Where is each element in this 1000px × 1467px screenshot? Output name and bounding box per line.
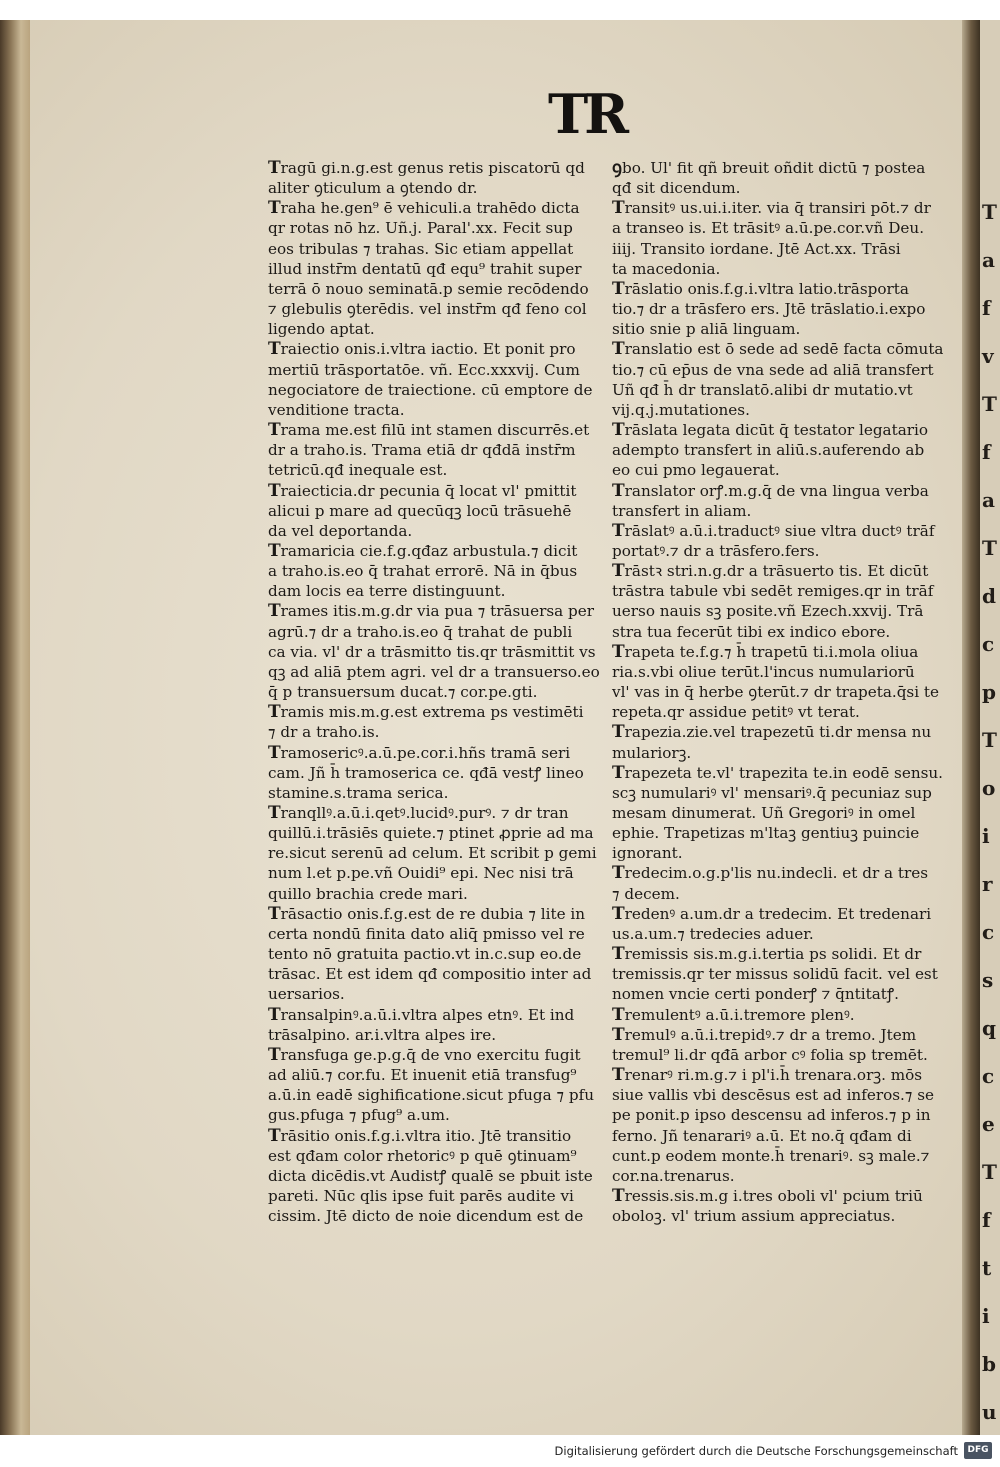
text-line — [612, 520, 935, 541]
right-column-entry — [612, 1186, 930, 1226]
text-line: quillo brachia crede mari. — [268, 884, 468, 903]
text-line — [612, 722, 930, 742]
line-rest: redecim.o.g.p'lis nu.indecli. et dr a tres — [624, 864, 929, 883]
text-line: mesam dinumerat. Uñ Gregoriꝰ in omel — [612, 804, 916, 822]
facing-page-glyph: f — [982, 440, 991, 464]
line-rest: rama me.est filū int stamen discurrēs.et — [280, 421, 590, 440]
text-line: tento nō gratuita pactio.vt in.c.sup eo.de — [268, 945, 582, 964]
initial-letter: T — [612, 762, 625, 783]
text-line: iiij. Transito iordane. Jtē Act.xx. Trāsi — [612, 239, 901, 258]
right-column-entry — [612, 420, 930, 480]
initial-letter: T — [268, 1004, 281, 1025]
initial-letter: T — [612, 1065, 625, 1086]
text-line: vl' vas in q̄ herbe ꝯterūt.⁊ dr trapeta.q̄si te — [612, 683, 939, 702]
initial-letter: T — [612, 198, 625, 219]
left-column-entry — [268, 903, 592, 1005]
text-line: venditione tracta. — [268, 400, 405, 419]
text-line: ignorant. — [612, 844, 683, 863]
text-line — [268, 1005, 588, 1025]
text-line: ⁊ decem. — [612, 884, 680, 903]
text-line: qđ sit dicendum. — [612, 179, 741, 198]
text-line: da vel deportanda. — [268, 521, 413, 540]
text-line: ⁊ glebulis ꝯterēdis. vel instr̄m qđ feno col — [268, 300, 587, 319]
text-line: trāstra tabule vbi sedēt remiges.qr in trāf — [612, 582, 934, 601]
text-line: mulariorꝫ. — [612, 743, 692, 762]
facing-page-glyph: T — [982, 728, 997, 752]
text-line: negociatore de traiectione. cū emptore de — [268, 380, 593, 399]
right-column — [612, 158, 944, 1226]
line-rest: rāsitio onis.f.g.i.vltra itio. Jtē transitio — [280, 1126, 572, 1145]
text-line: dicta dicēdis.vt Audistꝭ qualē se pbuit iste — [268, 1166, 593, 1185]
text-line: a transeo is. Et trāsitꝰ a.ū.pe.cor.vñ Deu. — [612, 219, 925, 238]
initial-letter: T — [612, 520, 625, 541]
text-line — [612, 642, 930, 662]
left-column-entry — [268, 420, 588, 480]
line-rest: renarꝰ ri.m.g.⁊ i pl'i.h̄ trenara.orꝫ. mōs — [624, 1066, 923, 1085]
initial-letter: T — [268, 702, 281, 723]
line-rest: ressis.sis.m.g i.tres oboli vl' pcium triū — [624, 1186, 923, 1205]
text-line — [612, 561, 930, 581]
line-rest: rapezia.zie.vel trapezetū ti.dr mensa nu — [624, 723, 932, 742]
initial-letter: T — [268, 903, 281, 924]
line-rest: ramaricia cie.f.g.qđaz arbustula.⁊ dicit — [280, 541, 578, 560]
text-line: trāsalpino. ar.i.vltra alpes ire. — [268, 1025, 497, 1044]
line-rest: remulentꝰ a.ū.i.tremore plenꝰ. — [624, 1005, 855, 1024]
text-line: adempto transfert in aliū.s.auferendo ab — [612, 441, 925, 460]
text-line: sitio snie p aliā linguam. — [612, 320, 801, 339]
right-column-entry — [612, 339, 944, 420]
left-column — [268, 158, 600, 1226]
facing-page-glyph: a — [982, 248, 995, 272]
text-line: scꝫ numulariꝰ vl' mensariꝰ.q̄ pecuniaz sup — [612, 783, 932, 802]
initial-letter: T — [268, 540, 281, 561]
initial-letter: T — [268, 1044, 281, 1065]
text-line: stra tua fecerūt tibi ex indico ebore. — [612, 622, 891, 641]
initial-letter: T — [612, 278, 625, 299]
left-column-entry — [268, 481, 588, 541]
text-line: pareti. Nūc qlis ipse fuit parēs audite vi — [268, 1186, 574, 1205]
initial-letter: T — [268, 1125, 281, 1146]
text-line: ad aliū.⁊ cor.fu. Et inuenit etiā transfug⁹ — [268, 1066, 577, 1085]
text-line: num l.et p.pe.vñ Ouidi⁹ epi. Nec nisi trā — [268, 864, 574, 883]
initial-letter: T — [612, 944, 625, 965]
text-line: trāsac. Et est idem qđ compositio inter ad — [268, 965, 592, 984]
text-line: re.sicut serenū ad celum. Et scribit p gemi — [268, 844, 597, 863]
text-line — [612, 279, 930, 299]
initial-letter: T — [612, 561, 625, 582]
line-rest: ramis mis.m.g.est extrema ps vestimēti — [280, 703, 584, 722]
text-line — [268, 1126, 588, 1146]
text-line: a traho.is.eo q̄ trahat errorē. Nā in q̄bus — [268, 562, 578, 581]
right-column-entry — [612, 944, 938, 1004]
text-line: siue vallis vbi descēsus est ad inferos.⁊ se — [612, 1086, 935, 1105]
initial-letter: T — [612, 1004, 625, 1025]
facing-page-glyph: f — [982, 296, 991, 320]
right-column-entry — [612, 158, 930, 198]
facing-page-glyph: t — [982, 1256, 992, 1280]
facing-page-glyph: d — [982, 584, 996, 608]
text-line — [612, 158, 930, 178]
funding-credit: Digitalisierung gefördert durch die Deutsche Forschungsgemeinschaft — [554, 1444, 958, 1458]
left-column-entry — [268, 702, 588, 742]
initial-letter: T — [268, 601, 281, 622]
line-rest: ramosericꝰ.a.ū.pe.cor.i.hñs tramā seri — [280, 743, 571, 762]
text-line: eos tribulas ⁊ trahas. Sic etiam appellat — [268, 239, 574, 258]
line-rest: rāsactio onis.f.g.est de re dubia ⁊ lite in — [280, 904, 586, 923]
right-column-entry — [612, 904, 930, 944]
right-column-entry — [612, 1025, 930, 1065]
right-column-entry — [612, 279, 930, 339]
book-gutter — [962, 20, 980, 1435]
left-column-entry — [268, 339, 593, 420]
initial-letter: T — [612, 420, 625, 441]
text-line — [268, 743, 588, 763]
text-line: qꝫ ad aliā ptem agri. vel dr a transuerso.eo — [268, 662, 600, 681]
text-line: vij.q.j.mutationes. — [612, 400, 750, 419]
text-line: stamine.s.trama serica. — [268, 783, 449, 802]
text-line — [268, 803, 588, 823]
line-rest: rāslatꝰ a.ū.i.traductꝰ siue vltra ductꝰ trāf — [624, 521, 935, 540]
text-line: est qđam color rhetoricꝰ p quē ꝯtinuam⁹ — [268, 1146, 577, 1165]
right-column-entry — [612, 481, 930, 521]
line-rest: ragū gi.n.g.est genus retis piscatorū qd — [280, 159, 585, 177]
line-rest: remissis sis.m.g.i.tertia ps solidi. Et dr — [624, 945, 922, 964]
text-line: uersarios. — [268, 985, 345, 1004]
right-column-entry — [612, 1065, 935, 1186]
line-rest: ransalpinꝰ.a.ū.i.vltra alpes etnꝰ. Et ind — [280, 1005, 575, 1024]
line-rest: rames itis.m.g.dr via pua ⁊ trāsuersa per — [280, 602, 594, 621]
text-line: dr a traho.is. Trama etiā dr qđdā instr̄m — [268, 441, 576, 460]
initial-letter: T — [268, 420, 281, 441]
facing-page-glyph: c — [982, 632, 995, 656]
text-line: gus.pfuga ⁊ pfug⁹ a.um. — [268, 1106, 450, 1125]
facing-page-glyph: q — [982, 1016, 996, 1040]
text-line: cunt.p eodem monte.h̄ trenariꝰ. sꝫ male.⁊ — [612, 1146, 930, 1165]
text-line — [268, 198, 588, 218]
line-rest: ranqllꝰ.a.ū.i.qetꝰ.lucidꝰ.purꝰ. ⁊ dr tran — [280, 804, 569, 822]
text-line: ephie. Trapetizas m'ltaꝫ gentiuꝫ puincie — [612, 824, 920, 843]
line-rest: rapeta te.f.g.⁊ h̄ trapetū ti.i.mola oliua — [624, 642, 919, 661]
facing-page-glyph: o — [982, 776, 996, 800]
text-line: us.a.um.⁊ tredecies aduer. — [612, 924, 814, 943]
text-line: ca via. vl' dr a trāsmitto tis.qr trāsmittit vs — [268, 642, 596, 661]
text-line: ligendo aptat. — [268, 320, 375, 339]
book-edge-left — [0, 20, 30, 1435]
text-line: ria.s.vbi oliue terūt.l'incus numulariorū — [612, 662, 915, 681]
text-line: ferno. Jñ tenarariꝰ a.ū. Et no.q̄ qđam di — [612, 1126, 912, 1145]
text-line: tetricū.qđ inequale est. — [268, 461, 448, 480]
text-line — [268, 158, 588, 178]
initial-letter: T — [612, 1185, 625, 1206]
initial-letter: ꝯ — [612, 158, 622, 178]
text-line: aliter ꝯticulum a ꝯtendo dr. — [268, 179, 478, 198]
facing-page-glyph: v — [982, 344, 994, 368]
facing-page-glyph: r — [982, 872, 993, 896]
left-column-entry — [268, 1044, 595, 1126]
left-column-entry — [268, 743, 588, 803]
facing-page-glyph: T — [982, 392, 997, 416]
text-line — [612, 1005, 930, 1025]
text-line: cissim. Jtē dicto de noie dicendum est de — [268, 1207, 584, 1226]
text-line: illud instr̄m dentatū qđ equ⁹ trahit super — [268, 259, 582, 278]
facing-page-glyph: s — [982, 968, 994, 992]
facing-page-glyph: b — [982, 1352, 996, 1376]
text-line: ⁊ dr a traho.is. — [268, 723, 380, 742]
text-line — [268, 541, 588, 561]
right-column-entry — [612, 863, 930, 903]
text-line — [612, 944, 930, 964]
text-line: nomen vncie certi ponderꝭ ⁊ q̄ntitatꝭ. — [612, 985, 899, 1004]
right-column-entry — [612, 762, 944, 864]
line-rest: ransitꝰ us.ui.i.iter. via q̄ transiri pōt.⁊ dr — [624, 199, 931, 218]
text-line: q̄ p transuersum ducat.⁊ cor.pe.gti. — [268, 683, 538, 702]
text-line — [268, 904, 588, 924]
facing-page-glyph: f — [982, 1208, 991, 1232]
initial-letter: T — [612, 903, 625, 924]
text-line: portatꝰ.⁊ dr a trāsfero.fers. — [612, 541, 820, 560]
text-line: tremissis.qr ter missus solidū facit. vel est — [612, 965, 938, 984]
initial-letter: T — [612, 339, 625, 360]
text-line: qr rotas nō hz. Uñ.j. Paral'.xx. Fecit sup — [268, 219, 573, 238]
facing-page-glyph: c — [982, 1064, 995, 1088]
text-line: ta macedonia. — [612, 259, 721, 278]
text-line: cor.na.trenarus. — [612, 1166, 735, 1185]
initial-letter: T — [612, 863, 625, 884]
right-column-entry — [612, 198, 930, 279]
initial-letter: T — [268, 803, 281, 823]
initial-letter: T — [268, 198, 281, 219]
text-line: agrū.⁊ dr a traho.is.eo q̄ trahat de publi — [268, 622, 573, 641]
facing-page-glyph: T — [982, 200, 997, 224]
text-line: eo cui pmo legauerat. — [612, 461, 780, 480]
facing-page-glyph: c — [982, 920, 995, 944]
right-column-entry — [612, 722, 930, 762]
line-rest: rāstꝛ stri.n.g.dr a trāsuerto tis. Et dicūt — [624, 562, 929, 581]
text-line — [612, 904, 930, 924]
line-rest: bo. Ul' fit qñ breuit oñdit dictū ⁊ postea — [621, 159, 926, 177]
line-rest: raiectio onis.i.vltra iactio. Et ponit pro — [280, 340, 576, 359]
text-line: pe ponit.p ipso descensu ad inferos.⁊ p in — [612, 1106, 931, 1125]
text-line: a.ū.in eadē sighificatione.sicut pfuga ⁊ pfu — [268, 1086, 595, 1105]
text-line — [268, 481, 588, 501]
initial-letter: T — [268, 742, 281, 763]
initial-letter: T — [612, 722, 625, 743]
text-line: transfert in aliam. — [612, 501, 752, 520]
text-line — [612, 339, 944, 360]
initial-letter: T — [612, 1024, 625, 1045]
facing-page-fragment — [980, 20, 1000, 1435]
text-line — [268, 702, 588, 722]
text-line: tremul⁹ li.dr qđā arbor cꝰ folia sp tremēt. — [612, 1045, 928, 1064]
line-rest: redenꝰ a.um.dr a tredecim. Et tredenari — [624, 904, 932, 923]
running-head: TR — [548, 82, 626, 146]
text-line — [268, 601, 594, 622]
text-line: alicui p mare ad quecūqꝫ locū trāsuehē — [268, 501, 572, 520]
text-line: mertiū trāsportatōe. vñ. Ecc.xxxvij. Cum — [268, 360, 580, 379]
left-column-entry — [268, 601, 600, 702]
text-line — [612, 1186, 930, 1206]
left-column-entry — [268, 198, 588, 339]
facing-page-glyph: a — [982, 488, 995, 512]
text-line: tio.⁊ cū ep̄us de vna sede ad aliā transfert — [612, 360, 934, 379]
footer-bar — [0, 1435, 1000, 1467]
initial-letter: T — [268, 158, 281, 178]
text-line — [268, 1045, 588, 1065]
text-line — [612, 481, 930, 501]
text-line: cam. Jñ h̄ tramoserica ce. qđā vestꝭ lineo — [268, 763, 584, 782]
text-line: tio.⁊ dr a trāsfero ers. Jtē trāslatio.i.expo — [612, 300, 926, 319]
facing-page-glyph: T — [982, 1160, 997, 1184]
text-line: certa nondū finita dato aliq̄ pmisso vel re — [268, 924, 585, 943]
facing-page-glyph: e — [982, 1112, 995, 1136]
text-line — [268, 339, 588, 359]
text-line — [612, 1025, 930, 1045]
text-line — [612, 198, 930, 218]
facing-page-glyph: i — [982, 824, 990, 848]
left-column-entry — [268, 541, 588, 601]
facing-page-glyph: u — [982, 1400, 997, 1424]
text-line — [612, 1065, 930, 1085]
line-rest: raiecticia.dr pecunia q̄ locat vl' pmittit — [280, 481, 577, 500]
line-rest: remulꝰ a.ū.i.trepidꝰ.⁊ dr a tremo. Jtem — [624, 1025, 917, 1044]
text-line: quillū.i.trāsiēs quiete.⁊ ptinet ꝓprie ad ma — [268, 824, 594, 843]
text-line — [612, 762, 944, 783]
text-line — [612, 420, 930, 440]
text-line — [612, 863, 930, 883]
line-rest: rāslata legata dicūt q̄ testator legatario — [624, 421, 929, 440]
text-line — [268, 420, 588, 440]
line-rest: raha he.gen⁹ ē vehiculi.a trahēdo dicta — [280, 199, 580, 218]
dfg-logo[interactable]: DFG — [964, 1442, 992, 1459]
text-line: oboloꝫ. vl' trium assium appreciatus. — [612, 1207, 896, 1226]
right-column-entry — [612, 1005, 930, 1025]
line-rest: ransfuga ge.p.g.q̄ de vno exercitu fugit — [280, 1045, 581, 1064]
right-column-entry — [612, 561, 934, 642]
text-line: dam locis ea terre distinguunt. — [268, 582, 506, 601]
initial-letter: T — [612, 480, 625, 501]
right-column-entry — [612, 520, 935, 561]
left-column-entry — [268, 1005, 588, 1045]
text-line: Uñ qđ h̄ dr translatō.alibi dr mutatio.vt — [612, 380, 913, 399]
text-line: uerso nauis sꝫ posite.vñ Ezech.xxvij. Trā — [612, 602, 924, 621]
left-column-entry — [268, 1125, 593, 1227]
line-rest: rāslatio onis.f.g.i.vltra latio.trāsporta — [624, 279, 909, 298]
initial-letter: T — [268, 480, 281, 501]
initial-letter: T — [612, 641, 625, 662]
line-rest: rapezeta te.vl' trapezita te.in eodē sensu. — [624, 763, 944, 782]
initial-letter: T — [268, 339, 281, 360]
facing-page-glyph: i — [982, 1304, 990, 1328]
left-column-entry — [268, 158, 588, 198]
line-rest: ranslator orꝭ.m.g.q̄ de vna lingua verba — [624, 481, 929, 500]
facing-page-glyph: T — [982, 536, 997, 560]
left-column-entry — [268, 803, 597, 904]
line-rest: ranslatio est ō sede ad sedē facta cōmuta — [624, 340, 944, 359]
text-line: terrā ō nouo seminatā.p semie recōdendo — [268, 279, 589, 298]
right-column-entry — [612, 641, 939, 723]
facing-page-glyph: p — [982, 680, 996, 704]
text-line: repeta.qr assidue petitꝰ vt terat. — [612, 703, 860, 722]
